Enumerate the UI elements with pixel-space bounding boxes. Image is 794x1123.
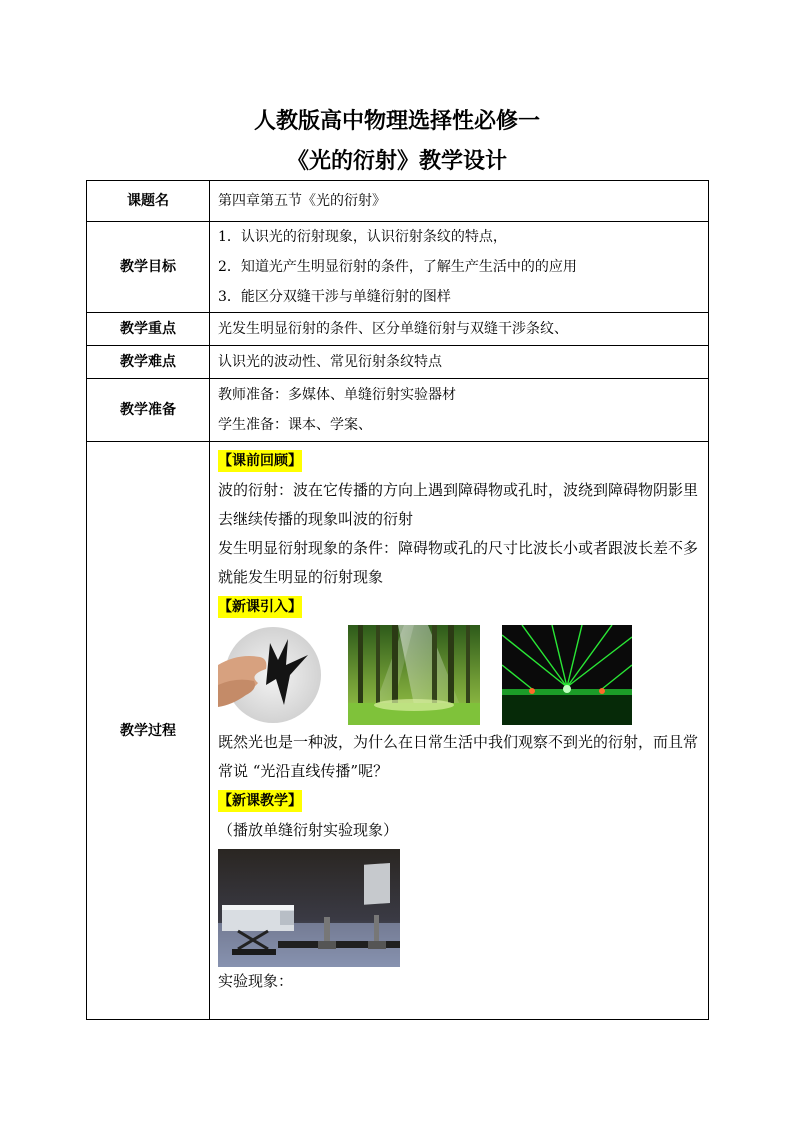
value-topic: 第四章第五节《光的衍射》 xyxy=(210,181,709,222)
row-topic xyxy=(87,181,709,222)
label-topic: 课题名 xyxy=(87,181,210,222)
student-prep: 学生准备：课本、学案、 xyxy=(218,417,372,433)
value-goals xyxy=(210,222,709,313)
document-subtitle: 《光的衍射》教学设计 xyxy=(286,149,507,174)
intro-heading: 【新课引入】 xyxy=(218,596,302,618)
document-title: 人教版高中物理选择性必修一 xyxy=(253,109,540,134)
teach-note: （播放单缝衍射实验现象） xyxy=(218,821,399,839)
goal-item: 2．知道光产生明显衍射的条件，了解生产生活中的的应用 xyxy=(218,259,577,275)
label-process: 教学过程 xyxy=(87,442,210,1020)
review-paragraph-2: 发生明显衍射现象的条件：障碍物或孔的尺寸比波长小或者跟波长差不多就能发生明显的衍射现象 xyxy=(218,539,699,586)
teacher-prep: 教师准备：多媒体、单缝衍射实验器材 xyxy=(218,387,456,403)
review-heading: 【课前回顾】 xyxy=(218,450,302,472)
label-difficulty: 教学难点 xyxy=(87,346,210,379)
value-key: 光发生明显衍射的条件、区分单缝衍射与双缝干涉条纹、 xyxy=(210,313,709,346)
goal-item: 3．能区分双缝干涉与单缝衍射的图样 xyxy=(218,289,451,305)
teach-heading: 【新课教学】 xyxy=(218,790,302,812)
intro-question: 既然光也是一种波，为什么在日常生活中我们观察不到光的衍射，而且常常说 “光沿直线传播”呢？ xyxy=(218,733,699,780)
intro-image-row xyxy=(218,622,700,728)
row-process xyxy=(87,442,709,1020)
value-prep xyxy=(210,379,709,442)
label-key: 教学重点 xyxy=(87,313,210,346)
forest-sunbeam-image xyxy=(348,625,480,725)
value-process xyxy=(210,442,709,1020)
goal-item: 1．认识光的衍射现象，认识衍射条纹的特点， xyxy=(218,229,507,245)
label-goals: 教学目标 xyxy=(87,222,210,313)
review-paragraph-1: 波的衍射：波在它传播的方向上遇到障碍物或孔时，波绕到障碍物阴影里去继续传播的现象叫波的衍射 xyxy=(218,481,699,528)
row-prep xyxy=(87,379,709,442)
value-difficulty: 认识光的波动性、常见衍射条纹特点 xyxy=(210,346,709,379)
row-difficulty xyxy=(87,346,709,379)
label-prep: 教学准备 xyxy=(87,379,210,442)
hand-shadow-image xyxy=(218,625,322,725)
green-laser-image xyxy=(502,625,632,725)
row-key xyxy=(87,313,709,346)
row-goals xyxy=(87,222,709,313)
lesson-plan-table xyxy=(86,180,709,1020)
experiment-result-label: 实验现象： xyxy=(218,972,294,990)
single-slit-apparatus-image xyxy=(218,849,400,967)
